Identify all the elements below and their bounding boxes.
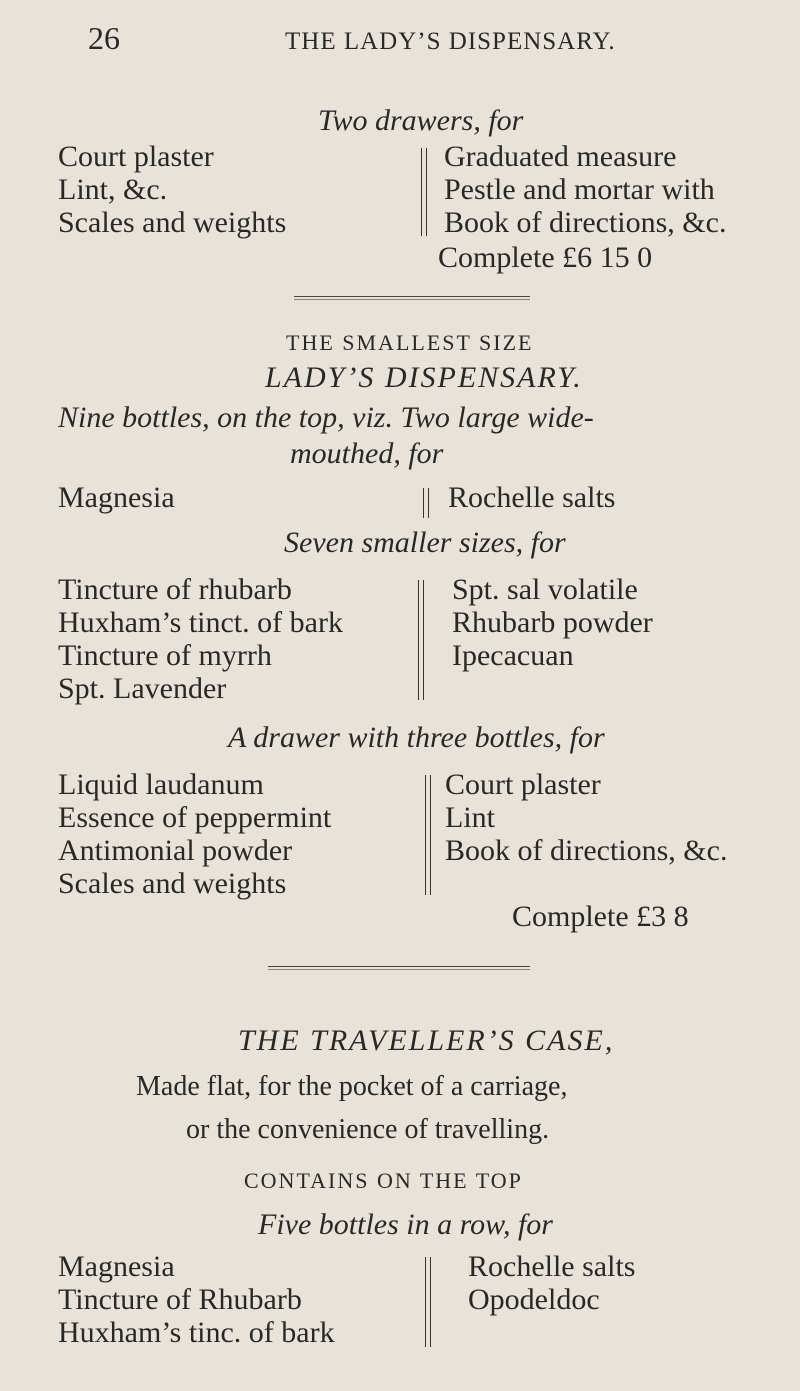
s2-left2-item: Scales and weights bbox=[58, 867, 287, 900]
s2-left-item: Huxham’s tinct. of bark bbox=[58, 606, 343, 639]
s2-right2-item: Lint bbox=[445, 801, 495, 834]
column-divider bbox=[418, 580, 419, 700]
s2-right2-item: Court plaster bbox=[445, 768, 601, 801]
column-divider bbox=[423, 488, 424, 518]
s1-right-item: Graduated measure bbox=[444, 140, 677, 173]
s1-left-item: Court plaster bbox=[58, 140, 214, 173]
column-divider bbox=[423, 580, 424, 700]
s2-right2-item: Book of directions, &c. bbox=[445, 834, 728, 867]
s2-pair-right: Rochelle salts bbox=[448, 481, 616, 514]
section3-subhead: Five bottles in a row, for bbox=[258, 1208, 553, 1241]
s3-left-item: Huxham’s tinc. of bark bbox=[58, 1316, 335, 1349]
section2-title-small: THE SMALLEST SIZE bbox=[286, 330, 534, 355]
column-divider bbox=[425, 1257, 426, 1347]
section-rule bbox=[268, 966, 530, 970]
section3-title: THE TRAVELLER’S CASE, bbox=[238, 1024, 615, 1057]
s2-pair-left: Magnesia bbox=[58, 481, 175, 514]
section2-intro-line2: mouthed, for bbox=[290, 437, 444, 470]
section3-contains: CONTAINS ON THE TOP bbox=[244, 1168, 523, 1193]
section-rule bbox=[294, 296, 530, 300]
s1-right-item: Pestle and mortar with bbox=[444, 173, 715, 206]
s2-left2-item: Essence of peppermint bbox=[58, 801, 332, 834]
section2-subhead2: Seven smaller sizes, for bbox=[284, 526, 566, 559]
section2-title-main: LADY’S DISPENSARY. bbox=[265, 361, 583, 394]
s3-left-item: Tincture of Rhubarb bbox=[58, 1283, 302, 1316]
section2-complete-price: Complete £3 8 bbox=[512, 900, 689, 933]
s2-left-item: Tincture of rhubarb bbox=[58, 573, 292, 606]
s2-left2-item: Liquid laudanum bbox=[58, 768, 264, 801]
section1-complete-price: Complete £6 15 0 bbox=[438, 241, 653, 274]
column-divider bbox=[430, 775, 431, 895]
column-divider bbox=[428, 488, 429, 518]
s1-right-item: Book of directions, &c. bbox=[444, 206, 727, 239]
column-divider bbox=[421, 148, 422, 236]
s3-right-item: Opodeldoc bbox=[468, 1283, 600, 1316]
s2-left-item: Tincture of myrrh bbox=[58, 639, 272, 672]
column-divider bbox=[425, 775, 426, 895]
section3-line1: Made flat, for the pocket of a carriage, bbox=[136, 1071, 568, 1102]
s2-right-item: Ipecacuan bbox=[452, 639, 574, 672]
running-title: THE LADY’S DISPENSARY. bbox=[285, 28, 616, 55]
section2-intro-line1: Nine bottles, on the top, viz. Two large wide- bbox=[58, 401, 594, 434]
column-divider bbox=[426, 148, 427, 236]
s1-left-item: Lint, &c. bbox=[58, 173, 168, 206]
s1-left-item: Scales and weights bbox=[58, 206, 287, 239]
section2-subhead3: A drawer with three bottles, for bbox=[228, 721, 605, 754]
s2-right-item: Rhubarb powder bbox=[452, 606, 653, 639]
section3-line2: or the convenience of travelling. bbox=[186, 1114, 550, 1145]
s2-left2-item: Antimonial powder bbox=[58, 834, 293, 867]
page-number: 26 bbox=[88, 20, 120, 56]
s3-right-item: Rochelle salts bbox=[468, 1250, 636, 1283]
column-divider bbox=[430, 1257, 431, 1347]
s2-right-item: Spt. sal volatile bbox=[452, 573, 638, 606]
s2-left-item: Spt. Lavender bbox=[58, 672, 227, 705]
section1-subhead: Two drawers, for bbox=[318, 104, 524, 137]
s3-left-item: Magnesia bbox=[58, 1250, 175, 1283]
